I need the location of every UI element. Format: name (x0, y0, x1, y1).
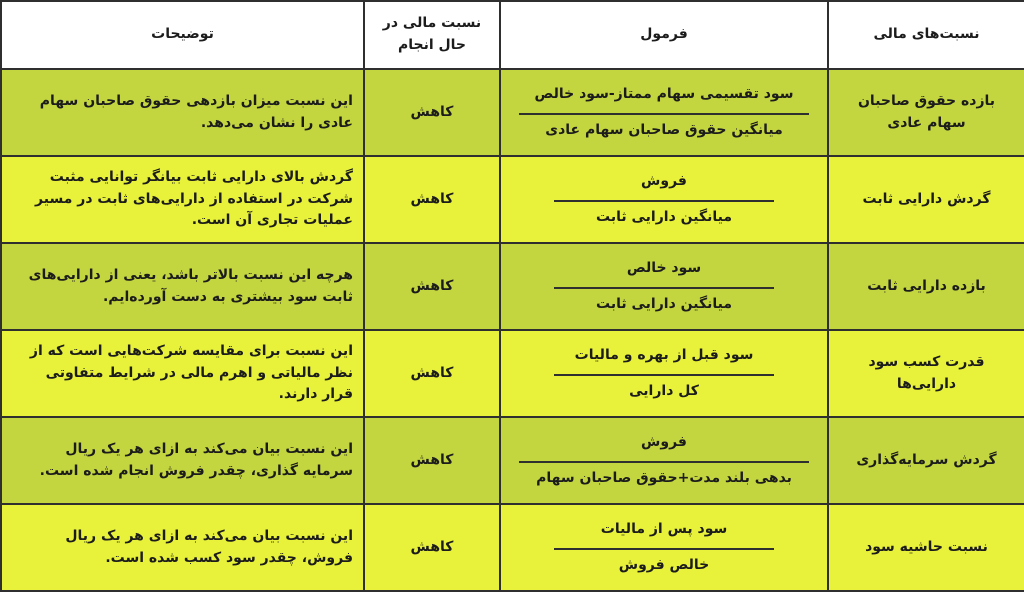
formula-cell (500, 69, 828, 156)
formula-fraction (511, 519, 817, 576)
header-description: توضیحات (1, 1, 364, 69)
header-change: نسبت مالی در حال انجام (364, 1, 500, 69)
formula-fraction (511, 171, 817, 228)
ratio-description: گردش بالای دارایی ثابت بیانگر توانایی مثبت شرکت در استفاده از دارایی‌های ثابت در مسیر عملیات تجاری آن است. (1, 156, 364, 243)
header-ratio-name: نسبت‌های مالی (828, 1, 1024, 69)
formula-cell (500, 243, 828, 330)
formula-numerator: سود خالص (626, 259, 702, 276)
formula-numerator: سود تقسیمی سهام ممتاز-سود خالص (534, 85, 794, 102)
formula-denominator: میانگین حقوق صاحبان سهام عادی (545, 121, 783, 138)
table-row (1, 69, 1024, 156)
ratio-change: کاهش (364, 243, 500, 330)
formula-fraction (511, 345, 817, 402)
formula-fraction (511, 258, 817, 315)
table-row (1, 156, 1024, 243)
ratio-name: بازده دارایی ثابت (828, 243, 1024, 330)
fraction-bar (519, 461, 809, 463)
formula-cell (500, 417, 828, 504)
table-row (1, 504, 1024, 591)
table-row (1, 330, 1024, 417)
formula-denominator: بدهی بلند مدت+حقوق صاحبان سهام (536, 469, 792, 486)
formula-denominator: کل دارایی (629, 382, 699, 399)
formula-numerator: فروش (641, 433, 687, 450)
formula-numerator: سود پس از مالیات (600, 520, 728, 537)
ratio-description: این نسبت بیان می‌کند به ازای هر یک ریال سرمایه گذاری، چقدر فروش انجام شده است. (1, 417, 364, 504)
fraction-bar (554, 200, 774, 202)
fraction-bar (554, 548, 774, 550)
ratio-name: گردش سرمایه‌گذاری (828, 417, 1024, 504)
table-row (1, 243, 1024, 330)
ratio-change: کاهش (364, 156, 500, 243)
ratio-change: کاهش (364, 330, 500, 417)
formula-denominator: میانگین دارایی ثابت (596, 295, 732, 312)
ratio-description: این نسبت میزان بازدهی حقوق صاحبان سهام عادی را نشان می‌دهد. (1, 69, 364, 156)
ratio-description: هرچه این نسبت بالاتر باشد، یعنی از دارایی‌های ثابت سود بیشتری به دست آورده‌ایم. (1, 243, 364, 330)
ratio-description: این نسبت بیان می‌کند به ازای هر یک ریال فروش، چقدر سود کسب شده است. (1, 504, 364, 591)
formula-cell (500, 156, 828, 243)
ratio-change: کاهش (364, 69, 500, 156)
fraction-bar (554, 287, 774, 289)
ratio-change: کاهش (364, 504, 500, 591)
ratio-name: بازده حقوق صاحبان سهام عادی (828, 69, 1024, 156)
table-row (1, 417, 1024, 504)
formula-fraction (511, 84, 817, 141)
formula-fraction (511, 432, 817, 489)
formula-numerator: فروش (641, 172, 687, 189)
ratio-name: گردش دارایی ثابت (828, 156, 1024, 243)
formula-denominator: خالص فروش (618, 556, 710, 573)
ratio-name: نسبت حاشیه سود (828, 504, 1024, 591)
formula-cell (500, 330, 828, 417)
fraction-bar (554, 374, 774, 376)
header-row (1, 1, 1024, 69)
header-formula: فرمول (500, 1, 828, 69)
ratio-change: کاهش (364, 417, 500, 504)
fraction-bar (519, 113, 809, 115)
formula-denominator: میانگین دارایی ثابت (596, 208, 732, 225)
ratio-name: قدرت کسب سود دارایی‌ها (828, 330, 1024, 417)
formula-cell (500, 504, 828, 591)
ratio-description: این نسبت برای مقایسه شرکت‌هایی است که از نظر مالیاتی و اهرم مالی در شرایط متفاوتی قرار دارند. (1, 330, 364, 417)
formula-numerator: سود قبل از بهره و مالیات (574, 346, 754, 363)
